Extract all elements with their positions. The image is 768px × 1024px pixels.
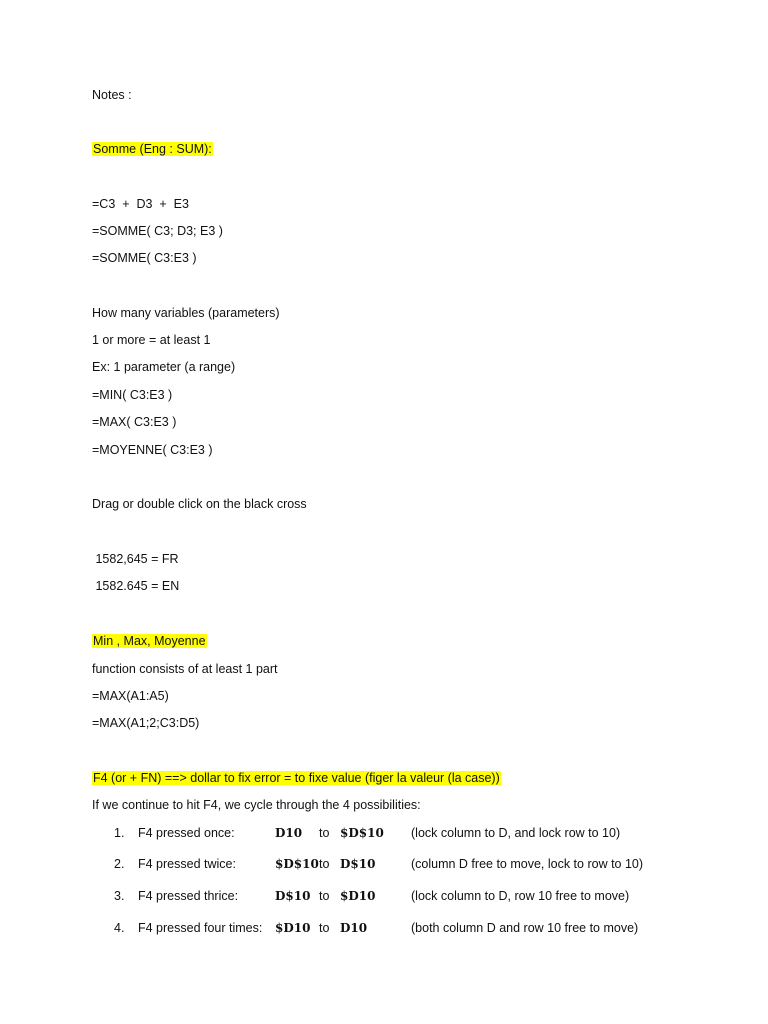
ref-to: D$10 — [340, 857, 376, 871]
ref-to: $D$10 — [340, 826, 384, 840]
text-line: 1 or more = at least 1 — [92, 333, 211, 347]
list-note: (lock column to D, row 10 free to move) — [411, 889, 630, 903]
list-note: (both column D and row 10 free to move) — [411, 921, 639, 935]
formula-line: =MIN( C3:E3 ) — [92, 388, 173, 402]
formula-line: =C3 + D3 + E3 — [92, 197, 189, 211]
f4-list-item — [0, 920, 768, 936]
ref-from: D$10 — [275, 889, 311, 903]
f4-heading-text: F4 (or + FN) ==> dollar to fix error = to fixe value (figer la valeur (la case)) — [93, 771, 500, 785]
formula-line: =MOYENNE( C3:E3 ) — [92, 443, 213, 457]
list-number: 1. — [114, 826, 125, 840]
drag-line: Drag or double click on the black cross — [92, 497, 307, 511]
ref-to: D10 — [340, 921, 368, 935]
list-number: 3. — [114, 889, 125, 903]
text-line: How many variables (parameters) — [92, 306, 280, 320]
to-word: to — [319, 857, 330, 871]
format-line: 1582,645 = FR — [92, 552, 179, 566]
list-label: F4 pressed four times: — [138, 921, 263, 935]
list-label: F4 pressed twice: — [138, 857, 236, 871]
ref-from: $D$10 — [275, 857, 319, 871]
list-label: F4 pressed once: — [138, 826, 235, 840]
to-word: to — [319, 889, 330, 903]
ref-from: $D10 — [275, 921, 311, 935]
list-note: (lock column to D, and lock row to 10) — [411, 826, 621, 840]
f4-heading — [92, 770, 501, 786]
to-word: to — [319, 826, 330, 840]
notes-title: Notes : — [92, 88, 132, 102]
somme-heading-text: Somme (Eng : SUM): — [93, 142, 212, 156]
minmax-heading-text: Min , Max, Moyenne — [93, 634, 206, 648]
ref-from: D10 — [275, 826, 303, 840]
to-word: to — [319, 921, 330, 935]
f4-list-item — [0, 825, 768, 841]
list-label: F4 pressed thrice: — [138, 889, 239, 903]
f4-list-item — [0, 856, 768, 872]
list-number: 2. — [114, 857, 125, 871]
formula-line: =MAX(A1:A5) — [92, 689, 169, 703]
list-number: 4. — [114, 921, 125, 935]
text-line: Ex: 1 parameter (a range) — [92, 360, 236, 374]
text-line: function consists of at least 1 part — [92, 662, 278, 676]
formula-line: =MAX( C3:E3 ) — [92, 415, 177, 429]
list-note: (column D free to move, lock to row to 10) — [411, 857, 644, 871]
f4-intro: If we continue to hit F4, we cycle through the 4 possibilities: — [92, 798, 421, 812]
formula-line: =SOMME( C3:E3 ) — [92, 251, 197, 265]
minmax-heading — [92, 633, 207, 649]
somme-heading — [92, 141, 213, 157]
formula-line: =SOMME( C3; D3; E3 ) — [92, 224, 223, 238]
formula-line: =MAX(A1;2;C3:D5) — [92, 716, 200, 730]
f4-list-item — [0, 888, 768, 904]
ref-to: $D10 — [340, 889, 376, 903]
format-line: 1582.645 = EN — [92, 579, 180, 593]
